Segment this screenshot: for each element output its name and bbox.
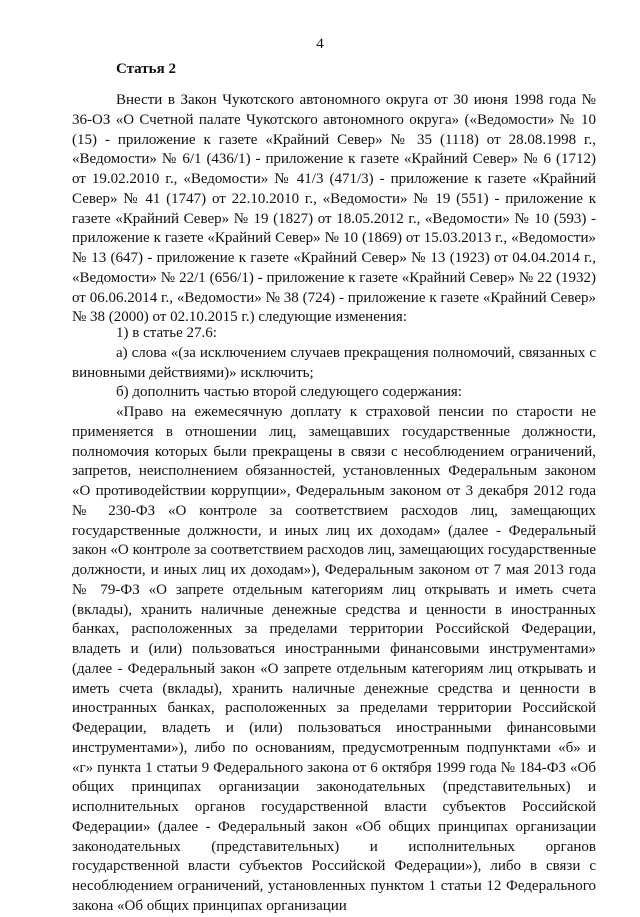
article-title: Статья 2 (116, 61, 176, 77)
amendment-item-b: б) дополнить частью второй следующего содержания: (116, 384, 462, 401)
quoted-amendment-text: «Право на ежемесячную доплату к страховой пенсии по старости не применяется в отношении лиц, замещавших государственные должности, полномочия которых были прекращены в связи с несоблюдением ограничений, запретов, неисполнением обязанностей, установленных Федеральным законом «О противодействии коррупции», Федеральным законом от 3 декабря 2012 года № 230-ФЗ «О контроле за соответствием расходов лиц, замещающих государственные должности, и иных лиц их доходам» (далее - Федеральный закон «О контроле за соответствием расходов лиц, замещающих государственные должности, и иных лиц их доходам»), Федеральным законом от 7 мая 2013 года № 79-ФЗ «О запрете отдельным категориям лиц открывать и иметь счета (вклады), хранить наличные денежные средства и ценности в иностранных банках, расположенных за пределами территории Российской Федерации, владеть и (или) пользоваться иностранными финансовыми инструментами» (далее - Федеральный закон «О запрете отдельным категориям лиц открывать и иметь счета (вклады), хранить наличные денежные средства и ценности в иностранных банках, расположенных за пределами территории Российской Федерации, владеть и (или) пользоваться иностранными финансовыми инструментами»), либо по основаниям, предусмотренным подпунктами «б» и «г» пункта 1 статьи 9 Федерального закона от 6 октября 1999 года № 184-ФЗ «Об общих принципах организации законодательных (представительных) и исполнительных органов государственной власти субъектов Российской Федерации» (далее - Федеральный закон «Об общих принципах организации законодательных (представительных) и исполнительных органов государственной власти субъектов Российской Федерации»), либо в связи с несоблюдением ограничений, установленных пунктом 1 статьи 12 Федерального закона «Об общих принципах организации (72, 404, 596, 914)
amendment-item-1: 1) в статье 27.6: (116, 325, 217, 341)
page-number: 4 (316, 36, 324, 52)
intro-paragraph: Внести в Закон Чукотского автономного округа от 30 июня 1998 года № 36-ОЗ «О Счетной палате Чукотского автономного округа» («Ведомости» № 10 (15) - приложение к газете «Крайний Север» № 35 (1118) от 28.08.1998 г., «Ведомости» № 6/1 (436/1) - приложение к газете «Крайний Север» № 6 (1712) от 19.02.2010 г., «Ведомости» № 41/3 (471/3) - приложение к газете «Крайний Север» № 41 (1747) от 22.10.2010 г., «Ведомости» № 19 (551) - приложение к газете «Крайний Север» № 19 (1827) от 18.05.2012 г., «Ведомости» № 10 (593) - приложение к газете «Крайний Север» № 10 (1869) от 15.03.2013 г., «Ведомости» № 13 (647) - приложение к газете «Крайний Север» № 13 (1923) от 04.04.2014 г., «Ведомости» № 22/1 (656/1) - приложение к газете «Крайний Север» № 22 (1932) от 06.06.2014 г., «Ведомости» № 38 (724) - приложение к газете «Крайний Север» № 38 (2000) от 02.10.2015 г.) следующие изменения: (72, 92, 596, 326)
amendments-section (72, 324, 596, 917)
amendment-item-a: а) слова «(за исключением случаев прекращения полномочий, связанных с виновными действиями)» исключить; (72, 344, 596, 381)
intro-section (72, 91, 596, 328)
